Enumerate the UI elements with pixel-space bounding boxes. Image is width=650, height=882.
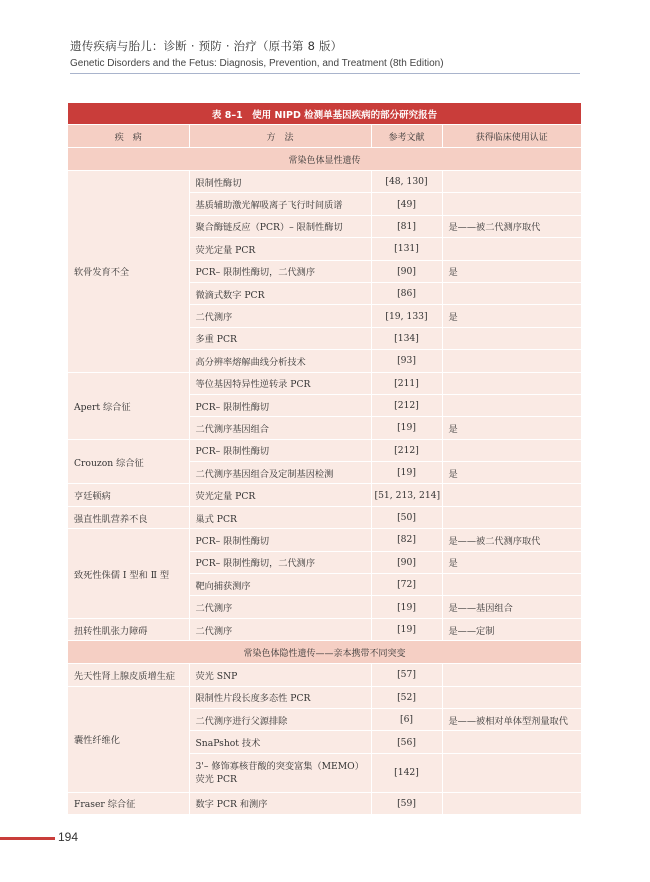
method-cell: PCR– 限制性酶切: [189, 394, 371, 416]
certification-cell: 是: [442, 417, 581, 439]
table-row: [68, 506, 581, 528]
reference-cell: [211]: [371, 372, 442, 394]
method-cell: PCR– 限制性酶切，二代测序: [189, 551, 371, 573]
section-title: 常染色体隐性遗传——亲本携带不同突变: [68, 641, 581, 664]
certification-cell: 是——被二代测序取代: [442, 215, 581, 237]
reference-cell: [59]: [371, 792, 442, 814]
certification-cell: [442, 372, 581, 394]
disease-cell: 囊性纤维化: [68, 686, 189, 792]
method-cell: 限制性片段长度多态性 PCR: [189, 686, 371, 708]
reference-cell: [52]: [371, 686, 442, 708]
reference-cell: [93]: [371, 350, 442, 372]
method-cell: SnaPshot 技术: [189, 731, 371, 753]
column-header-method: 方 法: [189, 125, 371, 148]
method-cell: 基质辅助激光解吸离子飞行时间质谱: [189, 193, 371, 215]
disease-cell: 亨廷顿病: [68, 484, 189, 506]
reference-cell: [19]: [371, 417, 442, 439]
table-row: [68, 484, 581, 506]
table-row: [68, 686, 581, 708]
certification-cell: 是——被相对单体型剂量取代: [442, 708, 581, 730]
reference-cell: [90]: [371, 551, 442, 573]
disease-cell: 扭转性肌张力障碍: [68, 618, 189, 640]
disease-cell: 先天性肾上腺皮质增生症: [68, 664, 189, 686]
reference-cell: [131]: [371, 238, 442, 260]
certification-cell: 是——基因组合: [442, 596, 581, 618]
header-divider: [70, 73, 580, 74]
section-title: 常染色体显性遗传: [68, 148, 581, 171]
method-cell: 荧光定量 PCR: [189, 484, 371, 506]
table-row: [68, 171, 581, 193]
table-row: [68, 439, 581, 461]
reference-cell: [48, 130]: [371, 171, 442, 193]
certification-cell: [442, 394, 581, 416]
certification-cell: [442, 664, 581, 686]
method-cell: 二代测序: [189, 305, 371, 327]
disease-cell: 软骨发育不全: [68, 171, 189, 373]
certification-cell: 是——定制: [442, 618, 581, 640]
disease-cell: 强直性肌营养不良: [68, 506, 189, 528]
disease-cell: 致死性侏儒 Ⅰ 型和 Ⅱ 型: [68, 529, 189, 619]
table-header-row: [68, 125, 581, 148]
reference-cell: [6]: [371, 708, 442, 730]
reference-cell: [51, 213, 214]: [371, 484, 442, 506]
footer-accent-bar: [0, 837, 55, 840]
book-title-chinese: 遗传疾病与胎儿：诊断 · 预防 · 治疗（原书第 8 版）: [70, 39, 343, 53]
certification-cell: [442, 686, 581, 708]
method-cell: 二代测序: [189, 618, 371, 640]
method-cell: 3'– 修饰寡核苷酸的突变富集（MEMO）荧光 PCR: [189, 753, 371, 792]
method-cell: 靶向捕获测序: [189, 574, 371, 596]
method-cell: PCR– 限制性酶切，二代测序: [189, 260, 371, 282]
disease-cell: Crouzon 综合征: [68, 439, 189, 484]
book-title-english: Genetic Disorders and the Fetus: Diagnosis, Prevention, and Treatment (8th Edition): [70, 58, 444, 69]
method-cell: PCR– 限制性酶切: [189, 439, 371, 461]
certification-cell: [442, 238, 581, 260]
column-header-reference: 参考文献: [371, 125, 442, 148]
reference-cell: [50]: [371, 506, 442, 528]
reference-cell: [212]: [371, 394, 442, 416]
method-cell: 微滴式数字 PCR: [189, 282, 371, 304]
certification-cell: 是——被二代测序取代: [442, 529, 581, 551]
method-cell: 二代测序基因组合: [189, 417, 371, 439]
certification-cell: [442, 282, 581, 304]
reference-cell: [19]: [371, 596, 442, 618]
reference-cell: [56]: [371, 731, 442, 753]
reference-cell: [49]: [371, 193, 442, 215]
table-row: [68, 792, 581, 814]
certification-cell: [442, 574, 581, 596]
method-cell: 巢式 PCR: [189, 506, 371, 528]
certification-cell: [442, 193, 581, 215]
table-row: [68, 618, 581, 640]
certification-cell: [442, 792, 581, 814]
table-row: [68, 372, 581, 394]
certification-cell: [442, 506, 581, 528]
certification-cell: [442, 439, 581, 461]
reference-cell: [19]: [371, 462, 442, 484]
nipd-table: [68, 103, 581, 815]
reference-cell: [86]: [371, 282, 442, 304]
running-header: [70, 38, 444, 69]
certification-cell: 是: [442, 462, 581, 484]
reference-cell: [81]: [371, 215, 442, 237]
section-row: [68, 148, 581, 171]
reference-cell: [82]: [371, 529, 442, 551]
reference-cell: [57]: [371, 664, 442, 686]
table-row: [68, 529, 581, 551]
certification-cell: 是: [442, 551, 581, 573]
reference-cell: [19]: [371, 618, 442, 640]
disease-cell: Fraser 综合征: [68, 792, 189, 814]
certification-cell: 是: [442, 305, 581, 327]
method-cell: 多重 PCR: [189, 327, 371, 349]
method-cell: 荧光 SNP: [189, 664, 371, 686]
reference-cell: [134]: [371, 327, 442, 349]
method-cell: 荧光定量 PCR: [189, 238, 371, 260]
method-cell: PCR– 限制性酶切: [189, 529, 371, 551]
section-row: [68, 641, 581, 664]
reference-cell: [212]: [371, 439, 442, 461]
reference-cell: [90]: [371, 260, 442, 282]
reference-cell: [72]: [371, 574, 442, 596]
certification-cell: [442, 484, 581, 506]
table-row: [68, 664, 581, 686]
certification-cell: [442, 327, 581, 349]
table-caption: 表 8–1 使用 NIPD 检测单基因疾病的部分研究报告: [68, 103, 581, 125]
method-cell: 二代测序: [189, 596, 371, 618]
column-header-certification: 获得临床使用认证: [442, 125, 581, 148]
method-cell: 聚合酶链反应（PCR）– 限制性酶切: [189, 215, 371, 237]
method-cell: 等位基因特异性逆转录 PCR: [189, 372, 371, 394]
method-cell: 二代测序基因组合及定制基因检测: [189, 462, 371, 484]
method-cell: 限制性酶切: [189, 171, 371, 193]
disease-cell: Apert 综合征: [68, 372, 189, 439]
certification-cell: [442, 350, 581, 372]
column-header-disease: 疾 病: [68, 125, 189, 148]
method-cell: 二代测序进行父源排除: [189, 708, 371, 730]
certification-cell: [442, 731, 581, 753]
page-number: 194: [58, 830, 79, 844]
certification-cell: [442, 753, 581, 792]
reference-cell: [19, 133]: [371, 305, 442, 327]
certification-cell: 是: [442, 260, 581, 282]
method-cell: 数字 PCR 和测序: [189, 792, 371, 814]
method-cell: 高分辨率熔解曲线分析技术: [189, 350, 371, 372]
certification-cell: [442, 171, 581, 193]
reference-cell: [142]: [371, 753, 442, 792]
